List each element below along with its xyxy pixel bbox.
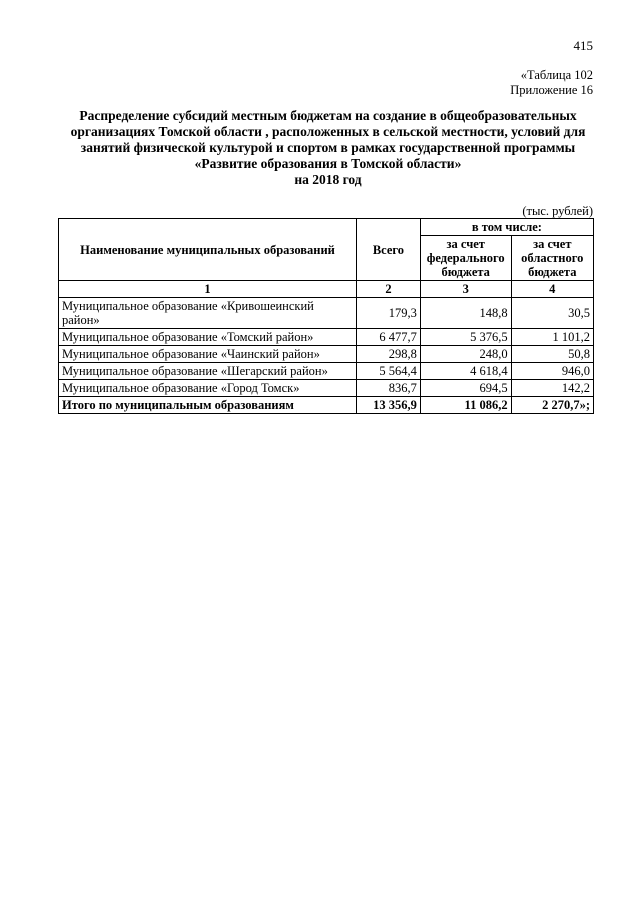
column-index: 3 bbox=[420, 281, 511, 298]
total-value: 6 477,7 bbox=[357, 329, 421, 346]
title-year: на 2018 год bbox=[294, 172, 362, 187]
total-value: 298,8 bbox=[357, 346, 421, 363]
table-row bbox=[59, 363, 594, 380]
regional-value: 1 101,2 bbox=[511, 329, 593, 346]
grand-total-value: 13 356,9 bbox=[357, 397, 421, 414]
municipality-name: Муниципальное образование «Чаинский район» bbox=[59, 346, 357, 363]
regional-value: 30,5 bbox=[511, 298, 593, 329]
total-row bbox=[59, 397, 594, 414]
federal-value: 4 618,4 bbox=[420, 363, 511, 380]
subsidies-table bbox=[58, 218, 594, 414]
page-number: 415 bbox=[573, 38, 593, 53]
table-row bbox=[59, 346, 594, 363]
regional-total-value: 2 270,7»; bbox=[511, 397, 593, 414]
total-value: 179,3 bbox=[357, 298, 421, 329]
table-row bbox=[59, 380, 594, 397]
header-federal: за счет федерального бюджета bbox=[420, 236, 511, 281]
column-index: 4 bbox=[511, 281, 593, 298]
total-value: 836,7 bbox=[357, 380, 421, 397]
total-label: Итого по муниципальным образованиям bbox=[59, 397, 357, 414]
column-index: 1 bbox=[59, 281, 357, 298]
header-name: Наименование муниципальных образований bbox=[59, 219, 357, 281]
table-row bbox=[59, 329, 594, 346]
header-total: Всего bbox=[357, 219, 421, 281]
header-regional: за счет областного бюджета bbox=[511, 236, 593, 281]
federal-value: 148,8 bbox=[420, 298, 511, 329]
municipality-name: Муниципальное образование «Шегарский район» bbox=[59, 363, 357, 380]
federal-value: 248,0 bbox=[420, 346, 511, 363]
federal-value: 5 376,5 bbox=[420, 329, 511, 346]
document-title bbox=[60, 108, 596, 188]
municipality-name: Муниципальное образование «Город Томск» bbox=[59, 380, 357, 397]
total-value: 5 564,4 bbox=[357, 363, 421, 380]
column-index-row bbox=[59, 281, 594, 298]
regional-value: 946,0 bbox=[511, 363, 593, 380]
column-index: 2 bbox=[357, 281, 421, 298]
municipality-name: Муниципальное образование «Кривошеинский район» bbox=[59, 298, 357, 329]
regional-value: 50,8 bbox=[511, 346, 593, 363]
units-label: (тыс. рублей) bbox=[522, 204, 593, 218]
federal-value: 694,5 bbox=[420, 380, 511, 397]
table-reference: «Таблица 102 bbox=[520, 68, 593, 82]
header-including: в том числе: bbox=[420, 219, 593, 236]
title-text: Распределение субсидий местным бюджетам на создание в общеобразовательных организациях Томской области , расположенных в сельской местности, условий для занятий физической культурой и спортом в рамках государственной программы «Развитие образования в Томской области» bbox=[70, 108, 586, 171]
table-row bbox=[59, 298, 594, 329]
regional-value: 142,2 bbox=[511, 380, 593, 397]
municipality-name: Муниципальное образование «Томский район» bbox=[59, 329, 357, 346]
appendix-reference bbox=[510, 68, 593, 98]
federal-total-value: 11 086,2 bbox=[420, 397, 511, 414]
attachment-reference: Приложение 16 bbox=[510, 83, 593, 97]
